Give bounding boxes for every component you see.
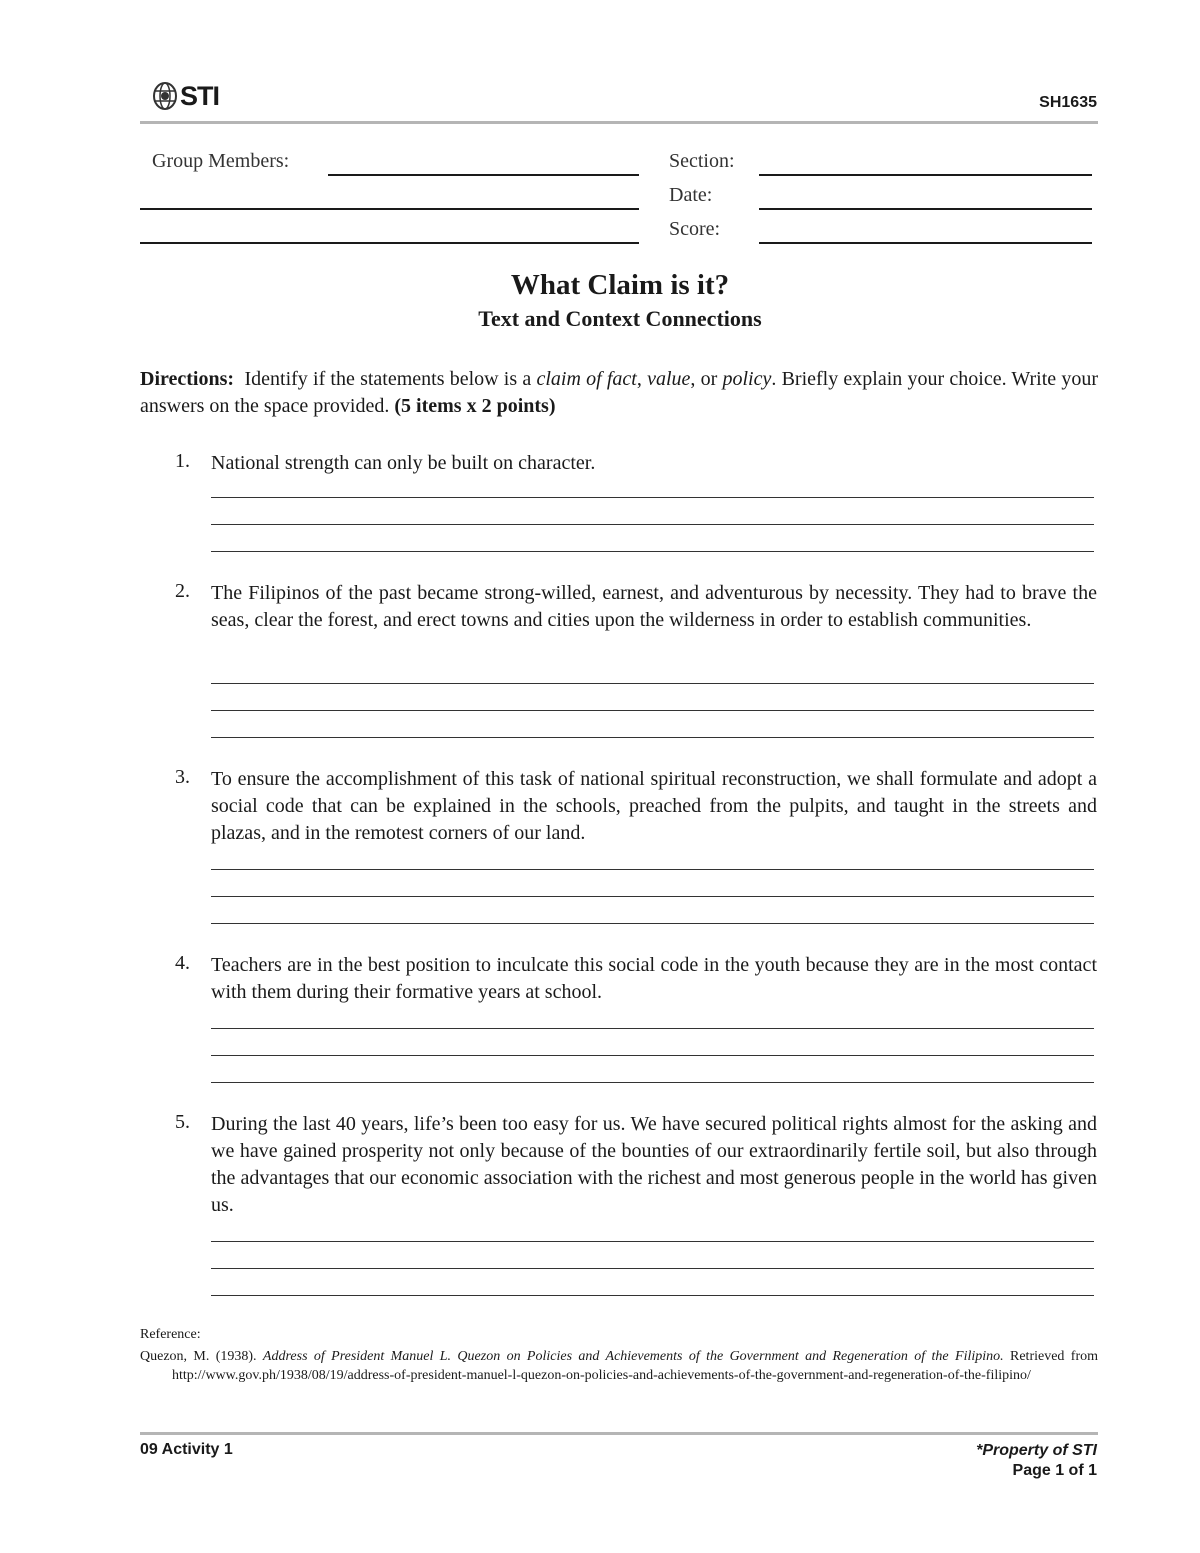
section-field[interactable] xyxy=(759,174,1092,176)
question-4-answer-line-2[interactable] xyxy=(211,1055,1094,1056)
question-1-answer-line-3[interactable] xyxy=(211,551,1094,552)
directions-label: Directions: xyxy=(140,368,235,390)
question-2-answer-line-2[interactable] xyxy=(211,710,1094,711)
claim-of-fact: claim of fact xyxy=(536,368,637,390)
claim-of-value: value xyxy=(647,368,691,390)
document-code: SH1635 xyxy=(1039,94,1097,111)
group-members-field-3[interactable] xyxy=(140,242,639,244)
question-1-text: National strength can only be built on character. xyxy=(211,452,596,474)
question-4-text: Teachers are in the best position to inculcate this social code in the youth because they are in the most contact with them during their formative years at school. xyxy=(211,954,1097,1003)
question-5-answer-line-3[interactable] xyxy=(211,1295,1094,1296)
question-4-answer-line-1[interactable] xyxy=(211,1028,1094,1029)
footer-page-number: Page 1 of 1 xyxy=(1012,1462,1097,1479)
score-label: Score: xyxy=(669,218,721,240)
footer-property: *Property of STI xyxy=(976,1442,1097,1459)
group-members-field-1[interactable] xyxy=(328,174,639,176)
reference-citation xyxy=(140,1347,1098,1385)
logo-text: STI xyxy=(180,80,220,111)
directions-text-2: . Briefly explain your choice. Write your answers on the space provided. xyxy=(140,368,1099,417)
question-3-answer-line-2[interactable] xyxy=(211,896,1094,897)
date-label: Date: xyxy=(669,184,713,206)
score-field[interactable] xyxy=(759,242,1092,244)
directions-text-1: Identify if the statements below is a xyxy=(244,368,532,390)
directions-sep-2: , or xyxy=(690,368,718,390)
reference-author: Quezon, M. (1938). xyxy=(140,1349,257,1364)
group-members-field-2[interactable] xyxy=(140,208,639,210)
question-1-answer-line-2[interactable] xyxy=(211,524,1094,525)
question-3-number: 3. xyxy=(175,766,190,788)
sti-logo xyxy=(152,78,219,114)
directions xyxy=(140,366,1098,420)
page-title: What Claim is it? xyxy=(510,269,730,301)
footer-divider xyxy=(140,1432,1098,1435)
question-2-answer-line-1[interactable] xyxy=(211,683,1094,684)
question-5-answer-line-2[interactable] xyxy=(211,1268,1094,1269)
question-1-answer-line-1[interactable] xyxy=(211,497,1094,498)
reference-work-title: Address of President Manuel L. Quezon on Policies and Achievements of the Government and Regeneration of the Filipino. xyxy=(262,1349,1004,1364)
directions-sep-1: , xyxy=(636,368,642,390)
reference-heading: Reference: xyxy=(140,1327,201,1342)
footer-right xyxy=(976,1441,1097,1481)
question-3-answer-line-1[interactable] xyxy=(211,869,1094,870)
reference-url[interactable]: Retrieved from http://www.gov.ph/1938/08/19/address-of-president-manuel-l-quezon-on-policies-and-achievements-of-the-government-and-regeneration-of-the-filipino/ xyxy=(172,1349,1099,1383)
footer-activity: 09 Activity 1 xyxy=(140,1441,233,1458)
question-2-answer-line-3[interactable] xyxy=(211,737,1094,738)
group-members-label: Group Members: xyxy=(152,150,290,172)
question-5-number: 5. xyxy=(175,1111,190,1133)
directions-points: (5 items x 2 points) xyxy=(394,395,556,417)
question-5-answer-line-1[interactable] xyxy=(211,1241,1094,1242)
claim-of-policy: policy xyxy=(722,368,772,390)
question-4-answer-line-3[interactable] xyxy=(211,1082,1094,1083)
page-subtitle: Text and Context Connections xyxy=(478,306,762,331)
question-2-number: 2. xyxy=(175,580,190,602)
question-3-answer-line-3[interactable] xyxy=(211,923,1094,924)
question-2-text: The Filipinos of the past became strong-willed, earnest, and adventurous by necessity. They had to brave the seas, clear the forest, and erect towns and cities upon the wilderness in order to establish communities. xyxy=(211,582,1097,631)
question-3-text: To ensure the accomplishment of this task of national spiritual reconstruction, we shall formulate and adopt a social code that can be explained in the schools, preached from the pulpits, and taught in the streets and plazas, and in the remotest corners of our land. xyxy=(211,768,1097,844)
sti-globe-icon xyxy=(152,81,178,111)
question-4-number: 4. xyxy=(175,952,190,974)
date-field[interactable] xyxy=(759,208,1092,210)
question-1-number: 1. xyxy=(175,450,190,472)
header-divider xyxy=(140,121,1098,124)
question-5-text: During the last 40 years, life’s been too easy for us. We have secured political rights almost for the asking and we have gained prosperity not only because of the bounties of our extraordinarily fertile soil, but also through the advantages that our economic association with the richest and most generous people in the world has given us. xyxy=(211,1113,1097,1216)
section-label: Section: xyxy=(669,150,735,172)
